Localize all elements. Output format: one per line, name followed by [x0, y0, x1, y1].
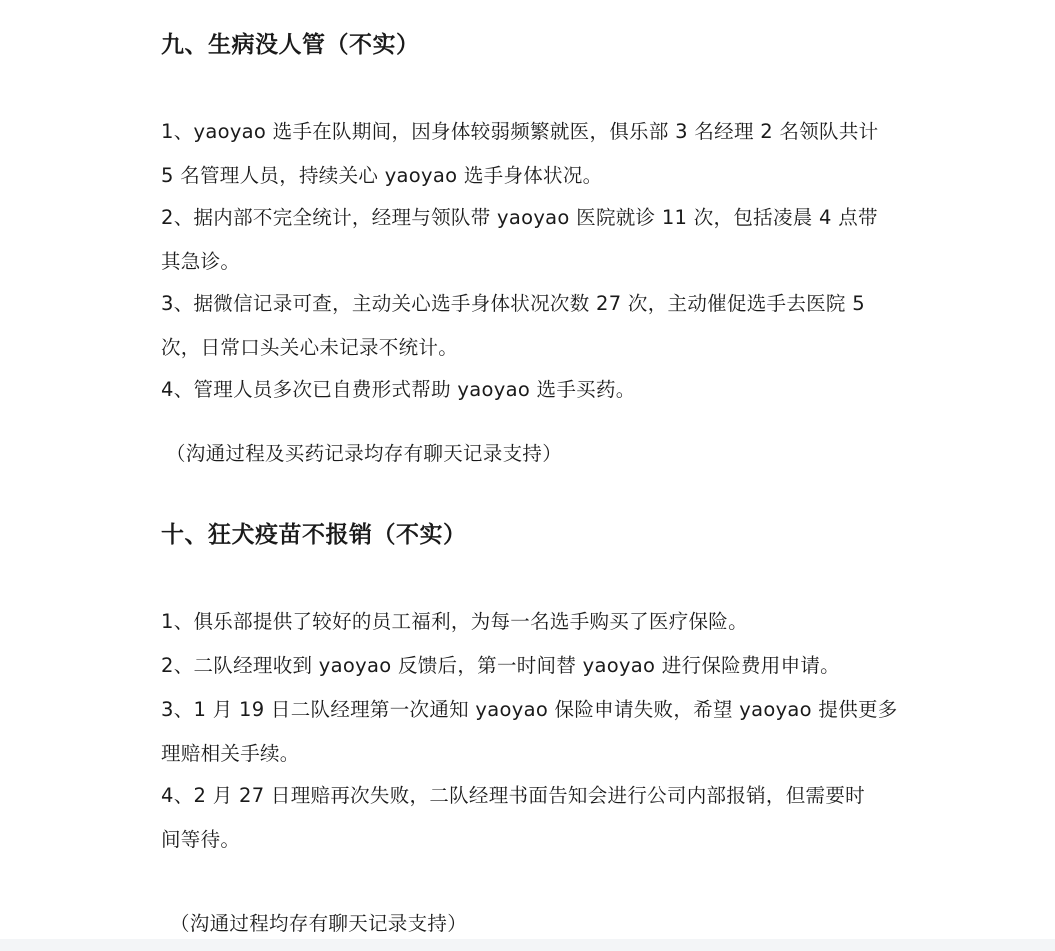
item-line: 次，日常口头关心未记录不统计。: [161, 336, 459, 359]
item-line: 其急诊。: [161, 250, 241, 273]
item-line: 4、2 月 27 日理赔再次失败，二队经理书面告知会进行公司内部报销，但需要时: [161, 784, 865, 807]
section-10-item-2: [161, 644, 941, 688]
section-9-item-3: [161, 282, 941, 370]
section-heading-10: 十、狂犬疫苗不报销（不实）: [161, 522, 467, 548]
section-heading-9: 九、生病没人管（不实）: [161, 32, 420, 58]
item-line: 4、管理人员多次已自费形式帮助 yaoyao 选手买药。: [161, 378, 636, 401]
item-line: 2、据内部不完全统计，经理与领队带 yaoyao 医院就诊 11 次，包括凌晨 4 点带: [161, 206, 878, 229]
section-10-note: （沟通过程均存有聊天记录支持）: [170, 912, 468, 935]
section-9-item-2: [161, 196, 941, 284]
item-line: 2、二队经理收到 yaoyao 反馈后，第一时间替 yaoyao 进行保险费用申请。: [161, 654, 840, 677]
section-9-note: （沟通过程及买药记录均存有聊天记录支持）: [166, 442, 563, 465]
section-10-item-3: [161, 688, 941, 776]
item-line: 3、1 月 19 日二队经理第一次通知 yaoyao 保险申请失败，希望 yaoyao 提供更多: [161, 698, 898, 721]
item-line: 1、俱乐部提供了较好的员工福利，为每一名选手购买了医疗保险。: [161, 610, 748, 633]
section-10-item-1: [161, 600, 941, 644]
section-10-item-4: [161, 774, 941, 862]
item-line: 理赔相关手续。: [161, 742, 300, 765]
section-9-item-1: [161, 110, 941, 198]
item-line: 3、据微信记录可查，主动关心选手身体状况次数 27 次，主动催促选手去医院 5: [161, 292, 865, 315]
item-line: 1、yaoyao 选手在队期间，因身体较弱频繁就医，俱乐部 3 名经理 2 名领队共计: [161, 120, 879, 143]
item-line: 5 名管理人员，持续关心 yaoyao 选手身体状况。: [161, 164, 603, 187]
item-line: 间等待。: [161, 828, 241, 851]
page-bottom-edge: [0, 939, 1055, 951]
section-9-item-4: [161, 368, 941, 412]
